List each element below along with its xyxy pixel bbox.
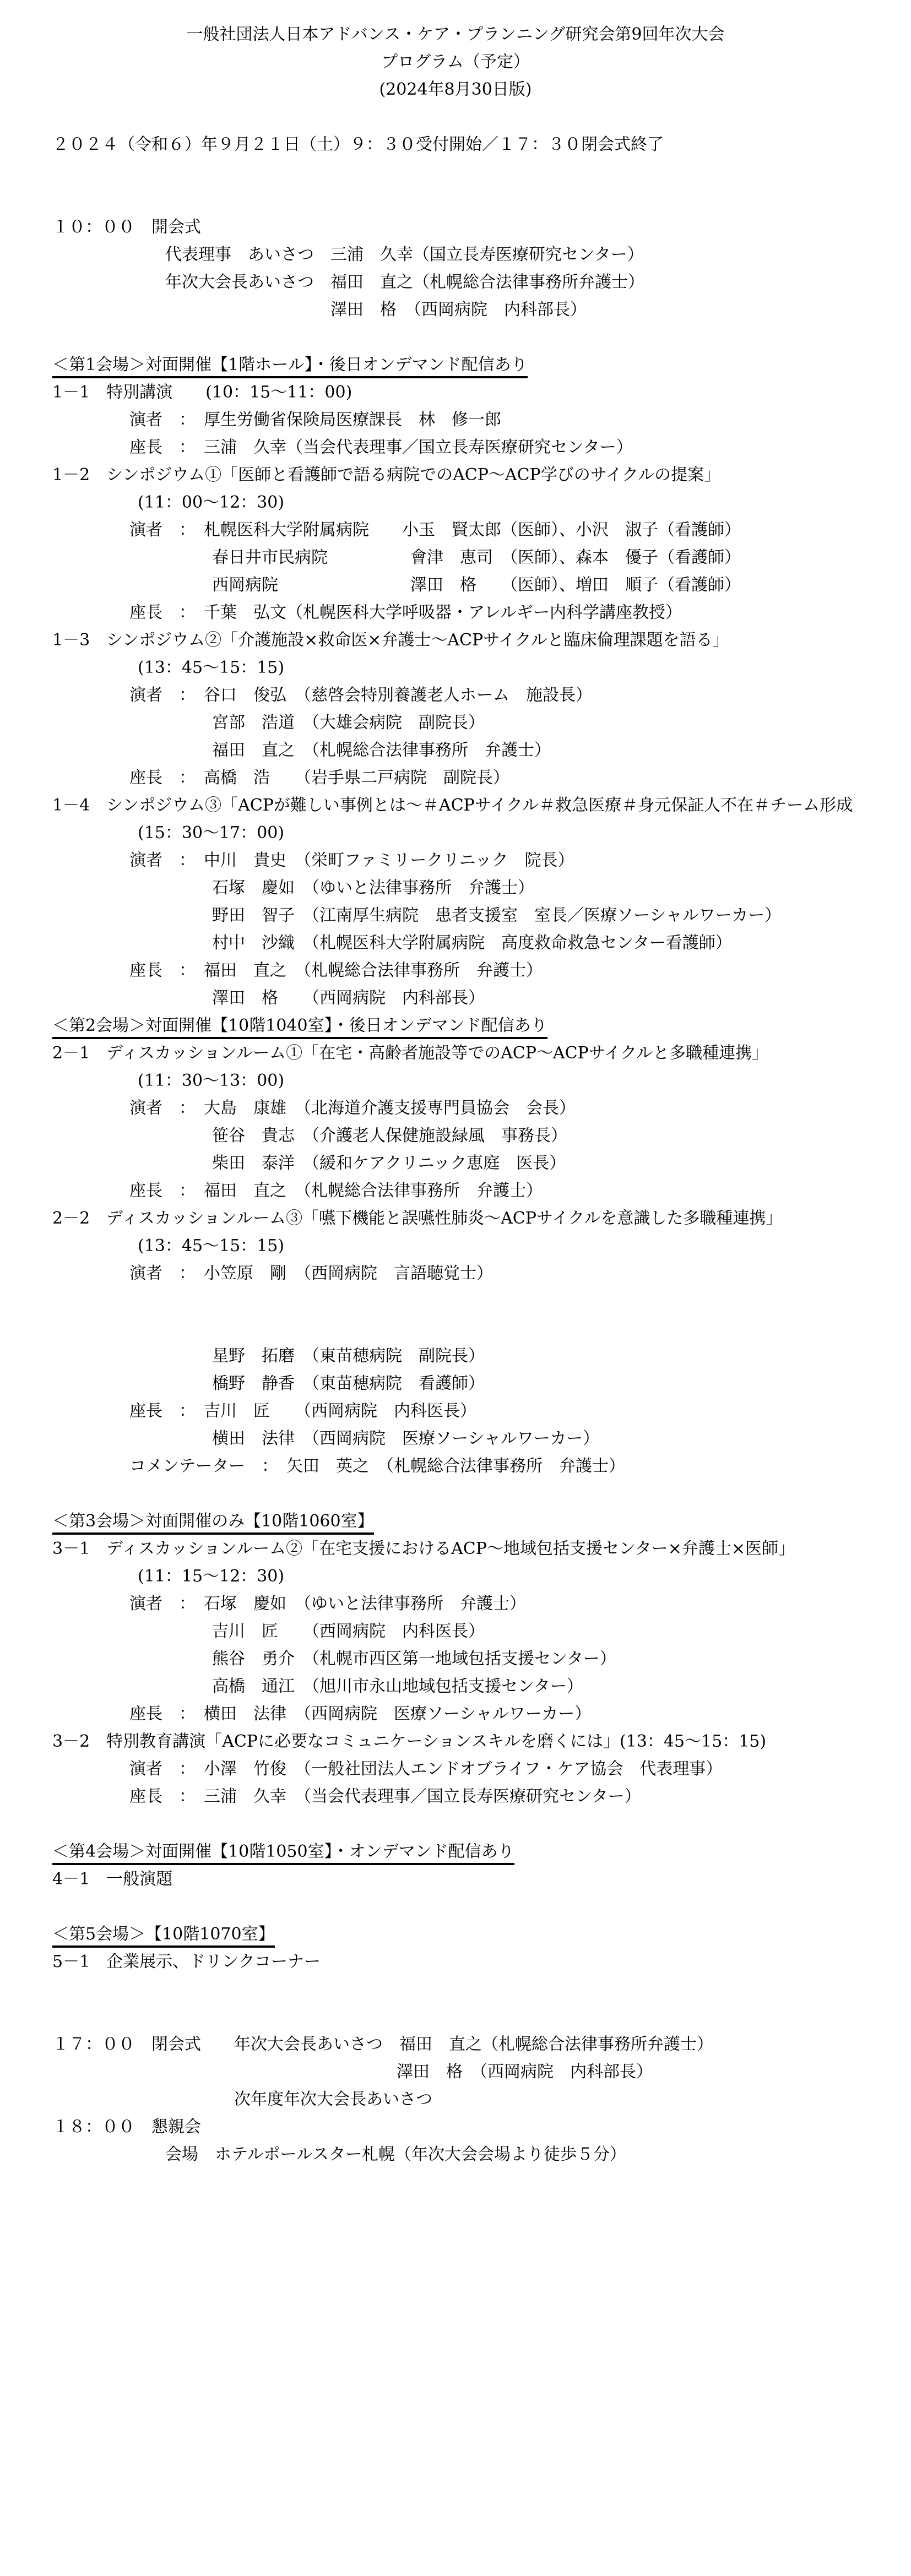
venue-4-header xyxy=(0,1838,911,1866)
speaker-cont-line: 吉川 匠 （西岡病院 内科医長） xyxy=(212,1622,485,1641)
speaker-cont-line: 柴田 泰洋 （緩和ケアクリニック恵庭 医長） xyxy=(212,1154,566,1173)
session-2-2: 2－2 ディスカッションルーム③「嚥下機能と誤嚥性肺炎～ACPサイクルを意識した多職種連携」 xyxy=(52,1209,783,1228)
opening-ceremony-line: １０：００ 開会式 xyxy=(52,218,201,237)
venue-5-header xyxy=(0,1921,911,1948)
venue-2-header-text: ＜第2会場＞対面開催【10階1040室】・後日オンデマンド配信あり xyxy=(52,1016,547,1039)
speaker-cont-line: 星野 拓磨 （東苗穂病院 副院長） xyxy=(212,1346,485,1366)
speaker-line: 演者 ： 厚生労働省保険局医療課長 林 修一郎 xyxy=(129,410,501,430)
closing-next-chair-line: 次年度年次大会長あいさつ xyxy=(234,2090,432,2109)
time-line: (11：15～12：30) xyxy=(138,1567,285,1586)
doc-subtitle: プログラム（予定） xyxy=(381,52,530,72)
event-date-line: ２０２４（令和６）年９月２１日（土）９：３０受付開始／１７：３０閉会式終了 xyxy=(52,135,664,154)
speaker-line: 演者 ： 大島 康雄 （北海道介護支援専門員協会 会長） xyxy=(129,1099,576,1118)
time-line: (13：45～15：15) xyxy=(138,1236,285,1256)
speaker-cont-line: 石塚 慶如 （ゆいと法律事務所 弁護士） xyxy=(212,878,534,898)
chair-line: 座長 ： 千葉 弘文（札幌医科大学呼吸器・アレルギー内科学講座教授） xyxy=(129,603,682,622)
venue-1-header xyxy=(0,351,911,379)
speaker-cont-line: 福田 直之 （札幌総合法律事務所 弁護士） xyxy=(212,741,551,760)
speaker-cont-line: 村中 沙織 （札幌医科大学附属病院 高度救命救急センター看護師） xyxy=(212,933,732,953)
blank-line xyxy=(0,104,911,131)
time-line: (11：30～13：00) xyxy=(138,1071,285,1090)
session-1-4: 1－4 シンポジウム③「ACPが難しい事例とは～＃ACPサイクル＃救急医療＃身元保証人不在＃チーム形成 xyxy=(52,796,853,815)
speaker-cont-line: 野田 智子 （江南厚生病院 患者支援室 室長／医療ソーシャルワーカー） xyxy=(212,906,782,925)
venue-3-header xyxy=(0,1508,911,1535)
speaker-line: 演者 ： 谷口 俊弘 （慈啓会特別養護老人ホーム 施設長） xyxy=(129,686,592,705)
chair-line: 座長 ： 吉川 匠 （西岡病院 内科医長） xyxy=(129,1401,476,1421)
time-line: (11：00～12：30) xyxy=(138,493,285,512)
session-5-1: 5－1 企業展示、ドリンクコーナー xyxy=(52,1952,321,1971)
speaker-line: 演者 ： 小笠原 剛 （西岡病院 言語聴覚士） xyxy=(129,1264,493,1283)
session-1-3: 1－3 シンポジウム②「介護施設×救命医×弁護士～ACPサイクルと臨床倫理課題を語る」 xyxy=(52,631,729,650)
time-line: (15：30～17：00) xyxy=(138,823,285,843)
session-1-1: 1－1 特別講演 (10：15～11：00) xyxy=(52,383,353,402)
chair-line: 座長 ： 福田 直之 （札幌総合法律事務所 弁護士） xyxy=(129,961,543,980)
venue-1-header-text: ＜第1会場＞対面開催【1階ホール】・後日オンデマンド配信あり xyxy=(52,355,528,378)
blank-line xyxy=(0,159,911,186)
blank-line xyxy=(0,1315,911,1343)
session-4-1: 4－1 一般演題 xyxy=(52,1869,173,1889)
greeting-cont-line: 澤田 格 （西岡病院 内科部長） xyxy=(330,300,587,319)
blank-line xyxy=(0,1893,911,1921)
speaker-line: 演者 ： 中川 貴史 （栄町ファミリークリニック 院長） xyxy=(129,851,574,870)
chair-line: 座長 ： 三浦 久幸（当会代表理事／国立長寿医療研究センター） xyxy=(129,438,633,457)
chair-cont-line: 澤田 格 （西岡病院 内科部長） xyxy=(212,988,485,1008)
blank-line xyxy=(0,2003,911,2031)
speaker-line: 演者 ： 札幌医科大学附属病院 小玉 賢太郎（医師）、小沢 淑子（看護師） xyxy=(129,520,741,540)
speaker-cont-line: 橋野 静香 （東苗穂病院 看護師） xyxy=(212,1374,485,1393)
time-line: (13：45～15：15) xyxy=(138,658,285,677)
speaker-cont-line: 高橋 通江 （旭川市永山地域包括支援センター） xyxy=(212,1677,583,1696)
blank-line xyxy=(0,186,911,214)
closing-cont-line: 澤田 格 （西岡病院 内科部長） xyxy=(397,2062,653,2082)
document-body xyxy=(0,21,911,2169)
venue-3-header-text: ＜第3会場＞対面開催のみ【10階1060室】 xyxy=(52,1512,374,1535)
speaker-cont-line: 西岡病院 澤田 格 （医師）、増田 順子（看護師） xyxy=(212,575,741,595)
greeting-line: 年次大会長あいさつ 福田 直之（札幌総合法律事務所弁護士） xyxy=(165,273,644,292)
commentator-line: コメンテーター ： 矢田 英之 （札幌総合法律事務所 弁護士） xyxy=(129,1457,625,1476)
speaker-cont-line: 熊谷 勇介 （札幌市西区第一地域包括支援センター） xyxy=(212,1649,616,1669)
session-3-2: 3－2 特別教育講演「ACPに必要なコミュニケーションスキルを磨くには」(13：45～15：15) xyxy=(52,1732,767,1751)
session-2-1: 2－1 ディスカッションルーム①「在宅・高齢者施設等でのACP～ACPサイクルと多職種連携」 xyxy=(52,1044,769,1063)
session-1-2: 1－2 シンポジウム①「医師と看護師で語る病院でのACP～ACP学びのサイクルの提案」 xyxy=(52,465,721,485)
venue-5-header-text: ＜第5会場＞【10階1070室】 xyxy=(52,1925,275,1948)
chair-line: 座長 ： 高橋 浩 （岩手県二戸病院 副院長） xyxy=(129,768,509,787)
closing-ceremony-line: １７：００ 閉会式 年次大会長あいさつ 福田 直之（札幌総合法律事務所弁護士） xyxy=(52,2035,713,2054)
chair-line: 座長 ： 三浦 久幸 （当会代表理事／国立長寿医療研究センター） xyxy=(129,1787,641,1806)
chair-line: 座長 ： 横田 法律 （西岡病院 医療ソーシャルワーカー） xyxy=(129,1704,592,1724)
venue-4-header-text: ＜第4会場＞対面開催【10階1050室】・オンデマンド配信あり xyxy=(52,1842,514,1865)
speaker-cont-line: 笹谷 貴志 （介護老人保健施設緑風 事務長） xyxy=(212,1126,567,1145)
venue-2-header xyxy=(0,1012,911,1040)
doc-version: (2024年8月30日版) xyxy=(379,80,532,99)
chair-cont-line: 横田 法律 （西岡病院 医療ソーシャルワーカー） xyxy=(212,1429,600,1448)
blank-line xyxy=(0,324,911,351)
blank-line xyxy=(0,1811,911,1838)
banquet-line: １８：００ 懇親会 xyxy=(52,2117,201,2137)
banquet-venue-line: 会場 ホテルポールスター札幌（年次大会会場より徒歩５分） xyxy=(165,2145,626,2164)
speaker-cont-line: 宮部 浩道 （大雄会病院 副院長） xyxy=(212,713,485,732)
blank-line xyxy=(0,1976,911,2003)
doc-title: 一般社団法人日本アドバンス・ケア・プランニング研究会第9回年次大会 xyxy=(186,25,725,44)
blank-line xyxy=(0,1287,911,1315)
speaker-line: 演者 ： 石塚 慶如 （ゆいと法律事務所 弁護士） xyxy=(129,1594,526,1613)
speaker-line: 演者 ： 小澤 竹俊 （一般社団法人エンドオブライフ・ケア協会 代表理事） xyxy=(129,1759,723,1779)
speaker-cont-line: 春日井市民病院 會津 恵司 （医師）、森本 優子（看護師） xyxy=(212,548,741,567)
chair-line: 座長 ： 福田 直之 （札幌総合法律事務所 弁護士） xyxy=(129,1181,543,1200)
greeting-line: 代表理事 あいさつ 三浦 久幸（国立長寿医療研究センター） xyxy=(165,245,644,264)
session-3-1: 3－1 ディスカッションルーム②「在宅支援におけるACP～地域包括支援センター×弁護士×医師」 xyxy=(52,1539,795,1558)
blank-line xyxy=(0,1480,911,1508)
